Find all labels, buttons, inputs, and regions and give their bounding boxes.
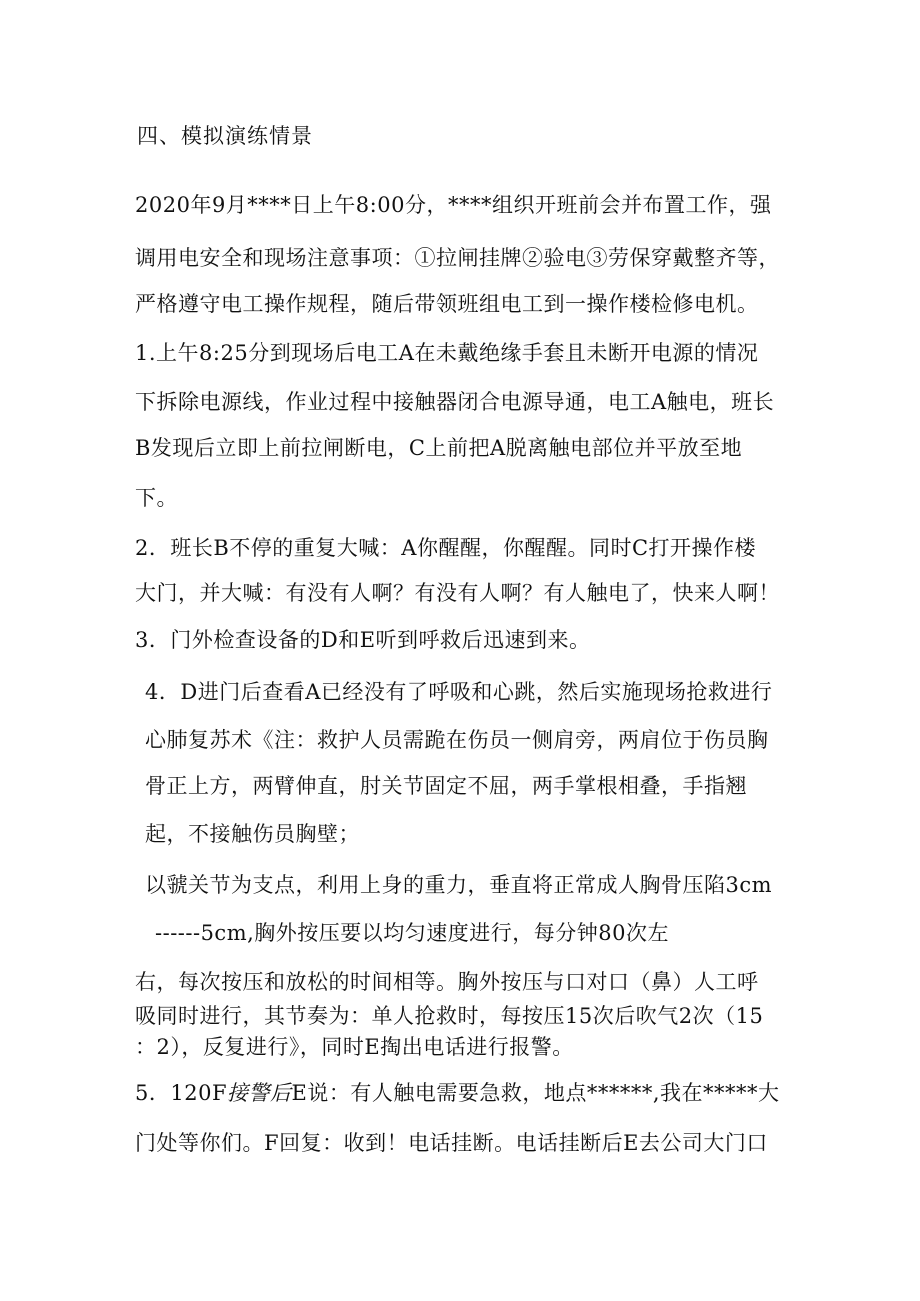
step5-line-1-italic: 接警后 (227, 1081, 292, 1105)
step4-line-8: 吸同时进行，其节奏为：单人抢救时，每按压15次后吹气2次（15 (135, 1004, 764, 1028)
step2-line-2: 大门，并大喊：有没有人啊？有没有人啊？有人触电了，快来人啊！ (135, 581, 780, 605)
step4-line-5: 以虢关节为支点，利用上身的重力，垂直将正常成人胸骨压陷3cm (145, 873, 773, 897)
step4-line-3: 骨正上方，两臂伸直，肘关节固定不屈，两手掌根相叠，手指翘 (145, 774, 747, 798)
section-heading: 四、模拟演练情景 (137, 124, 313, 148)
step4-line-4: 起，不接触伤员胸壁； (145, 822, 360, 846)
step3-line-1: 3．门外检查设备的D和E听到呼救后迅速到来。 (135, 628, 591, 652)
step1-line-3: B发现后立即上前拉闸断电，C上前把A脱离触电部位并平放至地 (135, 436, 743, 460)
step4-line-7: 右，每次按压和放松的时间相等。胸外按压与口对口（鼻）人工呼 (135, 970, 759, 994)
step5-line-1-prefix: 5．120F (135, 1081, 228, 1105)
step4-line-2: 心肺复苏术《注：救护人员需跪在伤员一侧肩旁，两肩位于伤员胸 (145, 728, 769, 752)
step1-line-1: 1.上午8:25分到现场后电工A在未戴绝缘手套且未断开电源的情况 (135, 341, 759, 365)
intro-line-1: 2020年9月****日上午8:00分，****组织开班前会并布置工作，强 (135, 193, 772, 217)
step4-line-1: 4．D进门后查看A已经没有了呼吸和心跳，然后实施现场抢救进行 (145, 680, 773, 704)
step2-line-1: 2．班长B不停的重复大喊：A你醒醒，你醒醒。同时C打开操作楼 (135, 536, 757, 560)
step4-line-9: ：2），反复进行》，同时E掏出电话进行报警。 (135, 1035, 574, 1059)
step5-line-2: 门处等你们。F回复：收到！电话挂断。电话挂断后E去公司大门口 (135, 1131, 768, 1155)
step1-line-2: 下拆除电源线，作业过程中接触器闭合电源导通，电工A触电，班长 (135, 390, 775, 414)
step4-line-6: ------5cm,胸外按压要以均匀速度进行，每分钟80次左 (155, 921, 670, 945)
step1-line-4: 下。 (135, 486, 178, 510)
intro-line-2: 调用电安全和现场注意事项：①拉闸挂牌②验电③劳保穿戴整齐等， (135, 246, 780, 270)
step5-line-1-rest: E说：有人触电需要急救，地点******,我在*****大 (291, 1081, 780, 1105)
intro-line-3: 严格遵守电工操作规程，随后带领班组电工到一操作楼检修电机。 (135, 292, 759, 316)
step5-line-1 (135, 1078, 780, 1108)
